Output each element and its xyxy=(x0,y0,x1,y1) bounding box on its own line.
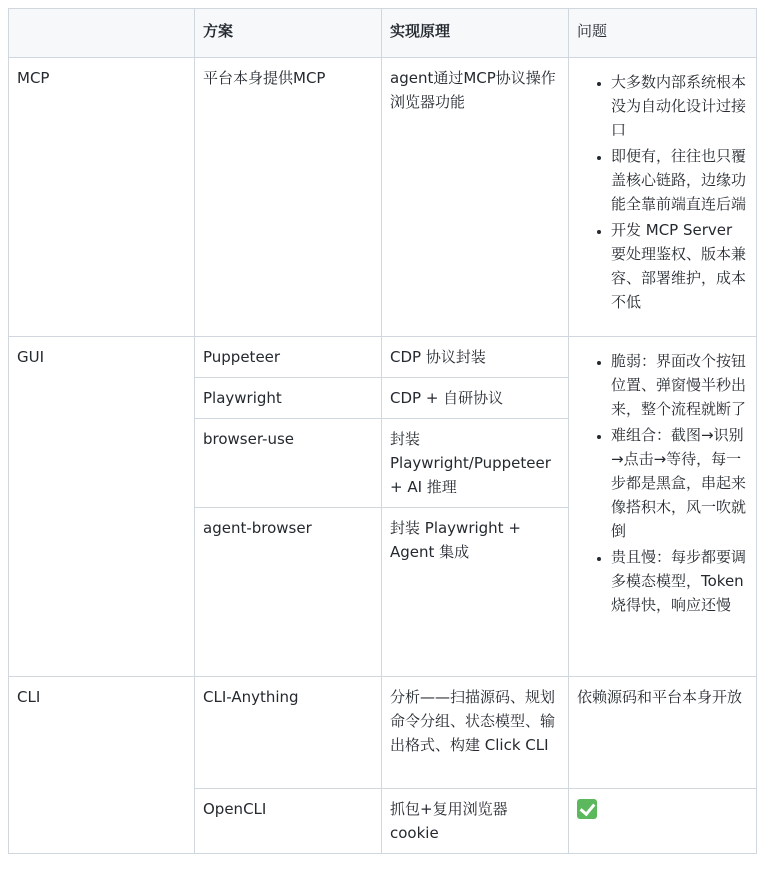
issue-item: • 开发 MCP Server 要处理鉴权、版本兼容、部署维护，成本不低 xyxy=(611,218,748,314)
issue-cell: 依赖源码和平台本身开放 xyxy=(569,677,757,789)
principle-cell: 分析——扫描源码、规划命令分组、状态模型、输出格式、构建 Click CLI xyxy=(382,677,569,789)
issue-item: • 脆弱：界面改个按钮位置、弹窗慢半秒出来，整个流程就断了 xyxy=(611,349,748,421)
issues-list xyxy=(577,70,748,314)
solution-cell: Puppeteer xyxy=(195,337,382,378)
category-cell-mcp: MCP xyxy=(9,58,195,337)
principle-cell: CDP + 自研协议 xyxy=(382,378,569,419)
header-cell-issues: 问题 xyxy=(569,9,757,58)
solution-cell: OpenCLI xyxy=(195,789,382,854)
table-row-mcp xyxy=(9,58,757,337)
comparison-table xyxy=(8,8,757,854)
issue-item: • 难组合：截图→识别→点击→等待，每一步都是黑盒，串起来像搭积木，风一吹就倒 xyxy=(611,423,748,543)
principle-cell: CDP 协议封装 xyxy=(382,337,569,378)
issue-item: • 贵且慢：每步都要调多模态模型，Token 烧得快，响应还慢 xyxy=(611,545,748,617)
issues-list xyxy=(577,349,748,617)
solution-cell: Playwright xyxy=(195,378,382,419)
table-row-gui xyxy=(9,337,757,378)
solution-cell: agent-browser xyxy=(195,508,382,677)
header-cell-solution: 方案 xyxy=(195,9,382,58)
table-row-cli xyxy=(9,677,757,789)
issue-cell xyxy=(569,789,757,854)
category-cell-gui: GUI xyxy=(9,337,195,677)
header-cell-empty xyxy=(9,9,195,58)
issues-cell-mcp xyxy=(569,58,757,337)
principle-cell: 封装 Playwright/Puppeteer + AI 推理 xyxy=(382,419,569,508)
issue-item: • 大多数内部系统根本没为自动化设计过接口 xyxy=(611,70,748,142)
category-cell-cli: CLI xyxy=(9,677,195,854)
green-check-icon xyxy=(577,799,597,819)
issue-item: • 即便有，往往也只覆盖核心链路，边缘功能全靠前端直连后端 xyxy=(611,144,748,216)
issues-cell-gui xyxy=(569,337,757,677)
header-row xyxy=(9,9,757,58)
solution-cell: browser-use xyxy=(195,419,382,508)
solution-cell: CLI-Anything xyxy=(195,677,382,789)
header-cell-principle: 实现原理 xyxy=(382,9,569,58)
principle-cell: agent通过MCP协议操作浏览器功能 xyxy=(382,58,569,337)
principle-cell: 封装 Playwright + Agent 集成 xyxy=(382,508,569,677)
solution-cell: 平台本身提供MCP xyxy=(195,58,382,337)
principle-cell: 抓包+复用浏览器 cookie xyxy=(382,789,569,854)
